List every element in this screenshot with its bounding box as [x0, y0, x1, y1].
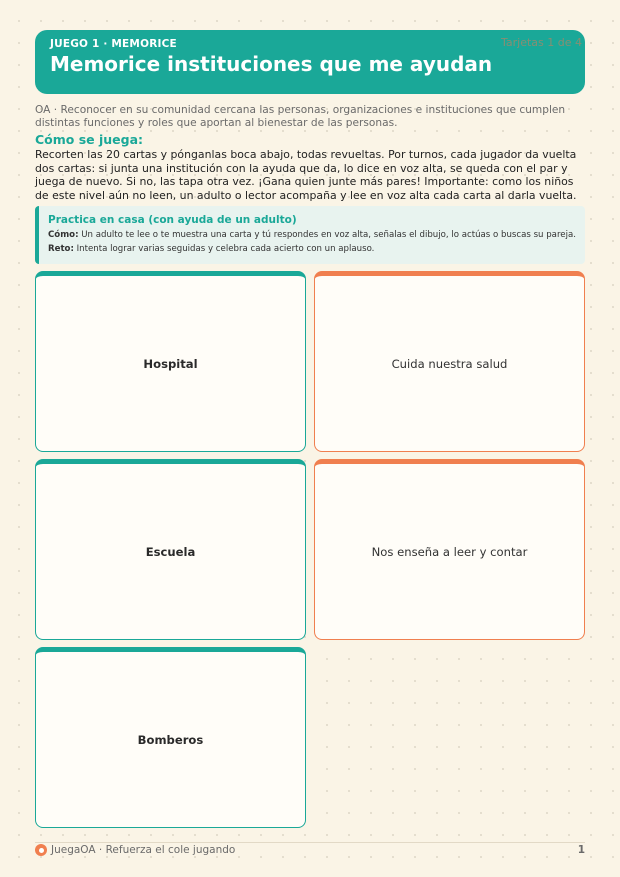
game-header — [35, 30, 585, 94]
practice-how-text: Un adulto te lee o te muestra una carta y tú respondes en voz alta, señalas el dibujo, lo actúas o buscas su pareja. — [81, 230, 576, 240]
page-number: 1 — [577, 844, 585, 856]
practice-how — [48, 230, 576, 240]
page-title: Memorice instituciones que me ayudan — [50, 52, 493, 76]
brand-logo-icon — [35, 844, 47, 856]
practice-challenge — [48, 244, 374, 254]
how-to-play-text: Recorten las 20 cartas y pónganlas boca abajo, todas revueltas. Por turnos, cada jugador da vuelta dos cartas: si junta una institución con la ayuda que da, lo dice en voz alta, se queda con el par y juega de nuevo. Si no, las tapa otra vez. ¡Gana quien junte más pares! Importante: como los niños de este nivel aún no leen, un adulto o lector acompaña y lee en voz alta cada carta al darla vuelta. — [35, 148, 577, 202]
how-to-play-title: Cómo se juega: — [35, 132, 144, 147]
cards-tag: Tarjetas 1 de 4 — [500, 36, 582, 49]
practice-challenge-label: Reto: — [48, 244, 74, 254]
footer-divider — [35, 842, 585, 843]
memory-card-role[interactable] — [314, 459, 585, 640]
memory-card-institution[interactable] — [35, 271, 306, 452]
memory-card-institution[interactable] — [35, 647, 306, 828]
card-label: Hospital — [143, 356, 198, 371]
game-kicker: JUEGO 1 · MEMORICE — [50, 38, 177, 50]
practice-challenge-text: Intenta lograr varias seguidas y celebra cada acierto con un aplauso. — [76, 244, 375, 254]
card-label: Cuida nuestra salud — [391, 356, 508, 371]
footer-brand: JuegaOA · Refuerza el cole jugando — [51, 844, 236, 856]
memory-card-institution[interactable] — [35, 459, 306, 640]
memory-card-role[interactable] — [314, 271, 585, 452]
practice-how-label: Cómo: — [48, 230, 79, 240]
card-label: Escuela — [145, 544, 196, 559]
practice-title: Practica en casa (con ayuda de un adulto) — [48, 214, 297, 226]
card-label: Bomberos — [137, 732, 204, 747]
practice-box — [35, 206, 585, 264]
learning-objective: OA · Reconocer en su comunidad cercana las personas, organizaciones e instituciones que cumplen distintas funciones y roles que aportan al bienestar de las personas. — [35, 104, 566, 129]
card-label: Nos enseña a leer y contar — [371, 544, 528, 559]
